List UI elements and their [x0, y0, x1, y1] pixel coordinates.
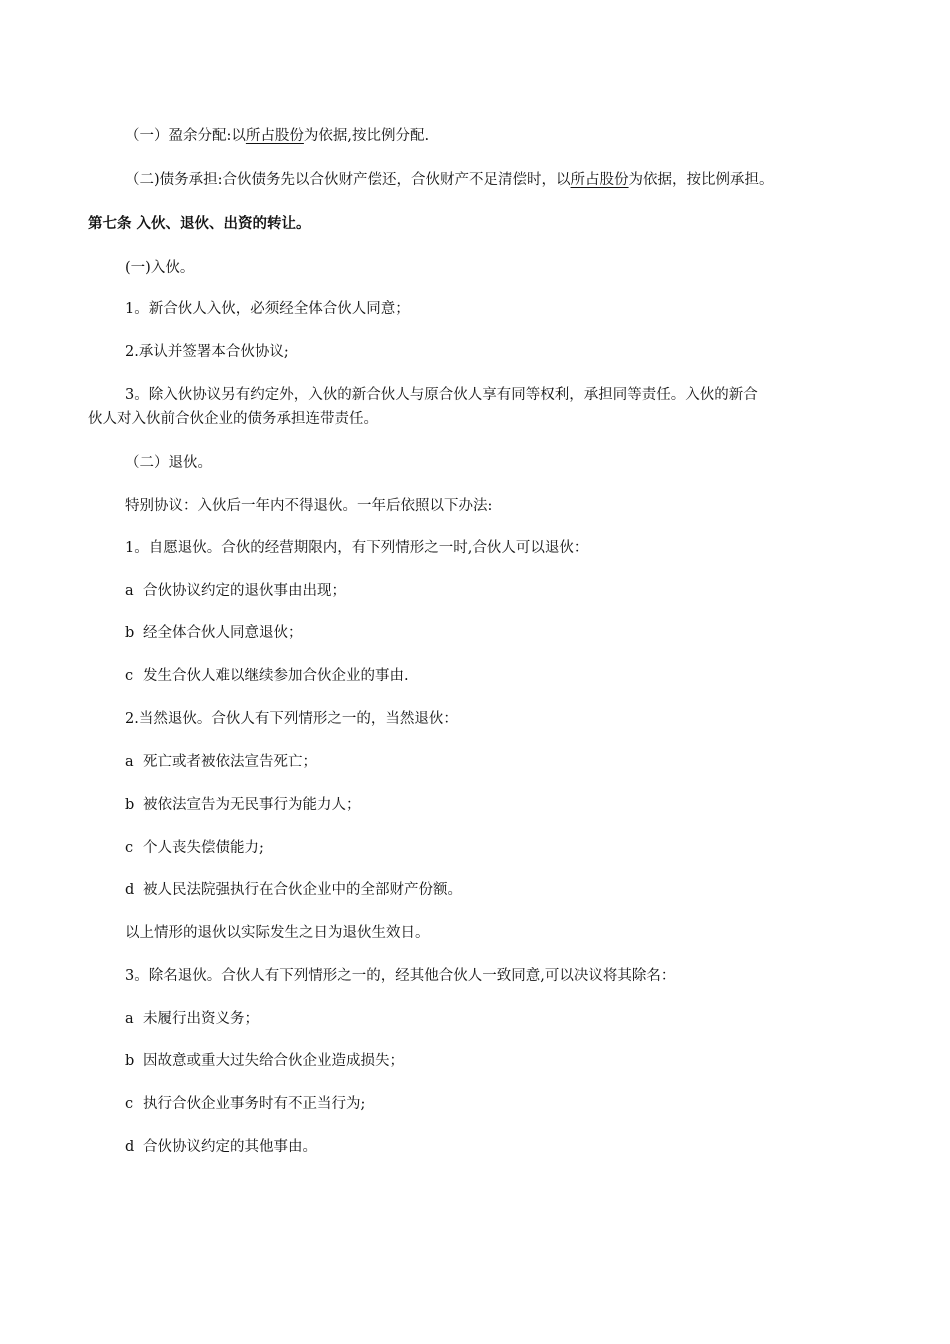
- text-segment: （二)债务承担:合伙债务先以合伙财产偿还，合伙财产不足清偿时，以: [125, 172, 571, 188]
- list-item-text: 合伙协议约定的退伙事由出现；: [143, 583, 346, 599]
- join-heading: (一)入伙。: [125, 260, 195, 276]
- text-segment: （一）盈余分配:以: [125, 128, 246, 144]
- list-item: [125, 880, 462, 900]
- voluntary-withdrawal-title: 1。自愿退伙。合伙的经营期限内，有下列情形之一时,合伙人可以退伙：: [125, 540, 589, 556]
- automatic-withdrawal-title: 2.当然退伙。合伙人有下列情形之一的，当然退伙：: [125, 711, 458, 727]
- withdraw-heading: （二）退伙。: [125, 455, 212, 471]
- text-segment: 为依据,按比例分配.: [303, 128, 430, 144]
- join-item-3-line-2: 伙人对入伙前合伙企业的债务承担连带责任。: [88, 411, 378, 427]
- expulsion-title: 3。除名退伙。合伙人有下列情形之一的，经其他合伙人一致同意,可以决议将其除名：: [125, 968, 676, 984]
- list-marker: d: [125, 882, 135, 898]
- list-item: [125, 623, 303, 643]
- join-item-1: 1。新合伙人入伙，必须经全体合伙人同意；: [125, 301, 410, 317]
- underlined-text: 所占股份: [570, 172, 629, 188]
- list-marker: b: [125, 625, 135, 641]
- underlined-text: 所占股份: [245, 128, 304, 144]
- automatic-withdrawal-note: 以上情形的退伙以实际发生之日为退伙生效日。: [125, 925, 430, 941]
- list-marker: b: [125, 797, 135, 813]
- list-marker: a: [125, 1011, 134, 1027]
- special-agreement: 特别协议：入伙后一年内不得退伙。一年后依照以下办法:: [125, 498, 493, 514]
- list-item-text: 未履行出资义务；: [143, 1011, 259, 1027]
- list-item: [125, 838, 264, 858]
- list-item: [125, 581, 346, 601]
- list-item-text: 死亡或者被依法宣告死亡；: [143, 754, 317, 770]
- profit-distribution-paragraph: [125, 126, 429, 146]
- list-item: [125, 795, 361, 815]
- list-item: [125, 1094, 365, 1114]
- list-item-text: 合伙协议约定的其他事由。: [143, 1139, 317, 1155]
- list-marker: d: [125, 1139, 135, 1155]
- list-item-text: 个人丧失偿债能力;: [143, 840, 264, 856]
- list-item: [125, 752, 317, 772]
- list-marker: b: [125, 1053, 135, 1069]
- join-item-2: 2.承认并签署本合伙协议;: [125, 344, 289, 360]
- list-item-text: 被依法宣告为无民事行为能力人；: [143, 797, 361, 813]
- list-marker: c: [125, 1096, 134, 1112]
- text-segment: 为依据，按比例承担。: [628, 172, 774, 188]
- list-marker: a: [125, 583, 134, 599]
- list-marker: c: [125, 668, 134, 684]
- article-7-heading: 第七条 入伙、退伙、出资的转让。: [88, 216, 311, 232]
- list-item-text: 执行合伙企业事务时有不正当行为;: [143, 1096, 366, 1112]
- list-marker: c: [125, 840, 134, 856]
- join-item-3-line-1: 3。除入伙协议另有约定外，入伙的新合伙人与原合伙人享有同等权利，承担同等责任。入伙的新合: [125, 387, 758, 403]
- list-item: [125, 1137, 317, 1157]
- list-item: [125, 666, 409, 686]
- list-item: [125, 1051, 404, 1071]
- list-item: [125, 1009, 259, 1029]
- debt-bearing-paragraph: [125, 170, 774, 190]
- list-item-text: 经全体合伙人同意退伙；: [143, 625, 303, 641]
- list-item-text: 因故意或重大过失给合伙企业造成损失；: [143, 1053, 404, 1069]
- list-item-text: 被人民法院强执行在合伙企业中的全部财产份额。: [143, 882, 462, 898]
- list-marker: a: [125, 754, 134, 770]
- list-item-text: 发生合伙人难以继续参加合伙企业的事由.: [143, 668, 409, 684]
